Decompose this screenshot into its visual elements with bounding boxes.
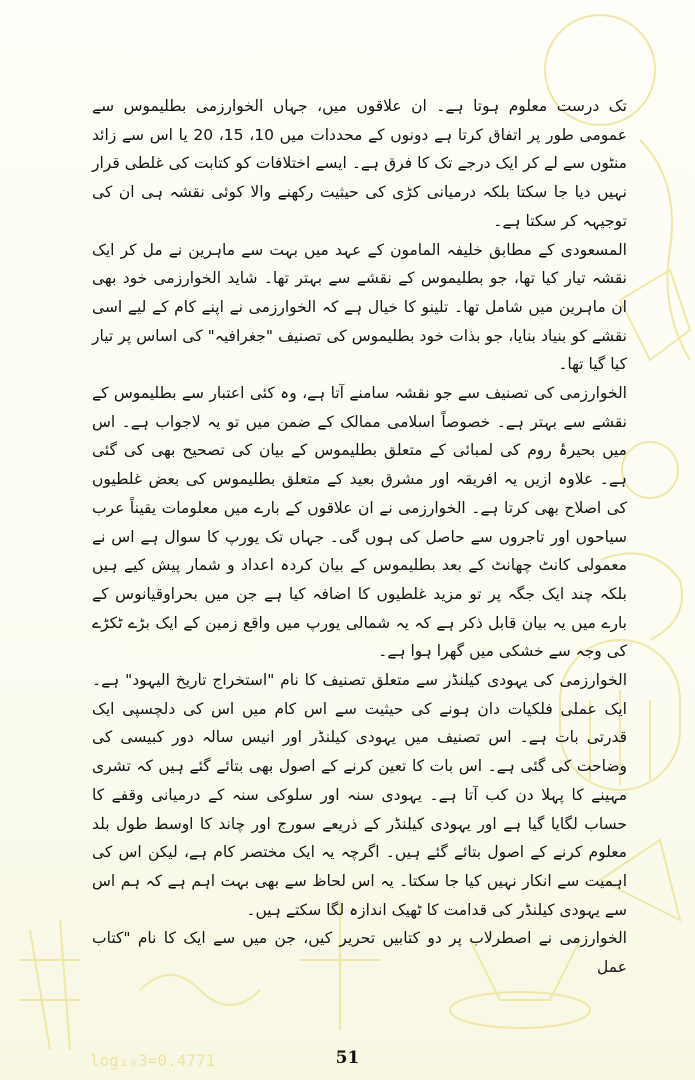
paragraph-5: الخوارزمی نے اصطرلاب پر دو کتابیں تحریر کیں، جن میں سے ایک کا نام "کتاب عمل (92, 929, 627, 977)
decor-formula: log₁₀3=0.4771 (90, 1051, 216, 1070)
paragraph-3: الخوارزمی کی تصنیف سے جو نقشہ سامنے آتا ہے، وہ کئی اعتبار سے بطلیموس کے نقشے سے بہتر ہے۔ خصوصاً اسلامی ممالک کے ضمن میں تو یہ لاجواب ہے۔ اس میں بحیرۂ روم کی لمبائی کے متعلق بطلیموس کے بیان کی تصحیح بھی کی گئی ہے۔ علاوہ ازیں یہ افریقہ اور مشرق بعید کے متعلق بطلیموس کی بعض غلطیوں کی اصلاح بھی کرتا ہے۔ الخوارزمی نے ان علاقوں کے بارے میں معلومات یقیناً عرب سیاحوں اور تاجروں سے حاصل کی ہوں گی۔ جہاں تک یورپ کا سوال ہے اس نے معمولی کانٹ چھانٹ کے بعد بطلیموس کے بیان کردہ اعداد و شمار پیش کیے ہیں بلکہ چند ایک جگہ پر تو مزید غلطیوں کا اضافہ کیا ہے جن میں بحراوقیانوس کے بارے میں یہ بیان قابل ذکر ہے کہ یہ شمالی یورپ میں واقع زمین کے ایک بڑے ٹکڑے کی وجہ سے خشکی میں گھرا ہوا ہے۔ (92, 384, 627, 661)
page-number: 51 (335, 1048, 360, 1068)
paragraph-4: الخوارزمی کی یہودی کیلنڈر سے متعلق تصنیف کا نام "استخراج تاریخ الیہود" ہے۔ ایک عملی فلکیات دان ہونے کی حیثیت سے اس کام میں اس کی دلچسپی ایک قدرتی بات ہے۔ اس تصنیف میں یہودی کیلنڈر اور انیس سالہ دور کبیسی کی وضاحت کی گئی ہے۔ اس بات کا تعین کرنے کے اصول بھی بتائے گئے ہیں کہ تشری مہینے کا پہلا دن کب آتا ہے۔ یہودی سنہ اور سلوکی سنہ کے درمیانی وقفے کا حساب لگایا گیا ہے اور یہودی کیلنڈر کے ذریعے سورج اور چاند کا اوسط طول بلد معلوم کرنے کے اصول بتائے گئے ہیں۔ اگرچہ یہ ایک مختصر کام ہے، لیکن اس کی اہمیت سے انکار نہیں کیا جا سکتا۔ یہ اس لحاظ سے بھی بہت اہم ہے کہ ہم اس سے یہودی کیلنڈر کی قدامت کا ٹھیک اندازہ لگا سکتے ہیں۔ (92, 671, 627, 919)
body-text (92, 92, 627, 982)
paragraph-2: المسعودی کے مطابق خلیفہ المامون کے عہد میں بہت سے ماہرین نے مل کر ایک نقشہ تیار کیا تھا، جو بطلیموس کے نقشے سے بہتر تھا۔ شاید الخوارزمی خود بھی ان ماہرین میں شامل تھا۔ تلینو کا خیال ہے کہ الخوارزمی نے اپنے کام کے لیے اسی نقشے کو بنیاد بنایا، جو بذات خود بطلیموس کی تصنیف "جغرافیہ" کی اساس پر تیار کیا گیا تھا۔ (92, 240, 627, 374)
paragraph-1: تک درست معلوم ہوتا ہے۔ ان علاقوں میں، جہاں الخوارزمی بطلیموس سے عمومی طور پر اتفاق کرتا ہے دونوں کے محددات میں 10، 15، 20 یا اس سے زائد منٹوں سے لے کر ایک درجے تک کا فرق ہے۔ ایسے اختلافات کو کتابت کی غلطی قرار نہیں دیا جا سکتا بلکہ درمیانی کڑی کی حیثیت رکھنے والا کوئی نقشہ ہی ان کی توجیہہ کر سکتا ہے۔ (92, 97, 627, 230)
